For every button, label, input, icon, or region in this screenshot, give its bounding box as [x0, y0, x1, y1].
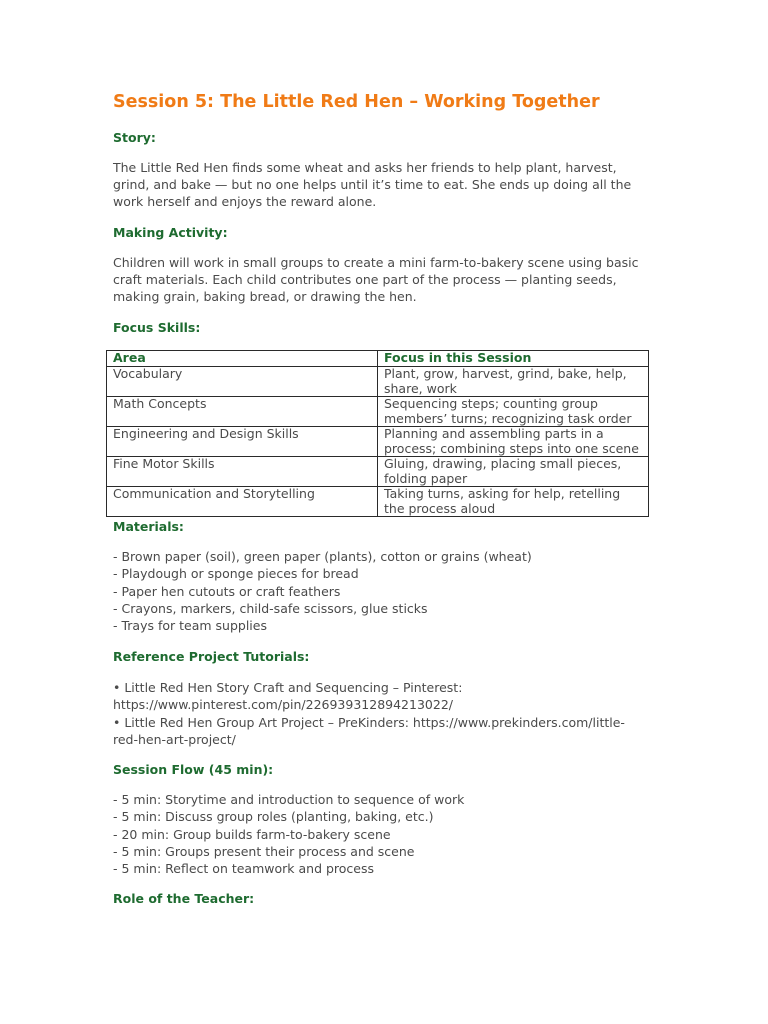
list-item: - Paper hen cutouts or craft feathers: [113, 583, 341, 599]
tutorial-link[interactable]: https://www.pinterest.com/pin/226939312894213022/: [113, 697, 453, 713]
table-cell-area: Communication and Storytelling: [107, 487, 378, 517]
list-item: - Playdough or sponge pieces for bread: [113, 566, 359, 582]
table-cell-area: Fine Motor Skills: [107, 457, 378, 487]
column-header-area: Area: [107, 351, 378, 367]
story-heading: Story:: [113, 130, 156, 145]
table-cell-area: Math Concepts: [107, 397, 378, 427]
materials-heading: Materials:: [113, 519, 184, 534]
table-header-row: [107, 351, 649, 367]
tutorial-link[interactable]: red-hen-art-project/: [113, 731, 236, 747]
tutorials-list: [113, 679, 653, 748]
table-cell-area: Vocabulary: [107, 367, 378, 397]
list-item: - Brown paper (soil), green paper (plants), cotton or grains (wheat): [113, 549, 532, 564]
list-item: - 20 min: Group builds farm-to-bakery scene: [113, 826, 391, 842]
table-cell-focus: Gluing, drawing, placing small pieces, folding paper: [378, 457, 649, 487]
list-item: - 5 min: Storytime and introduction to sequence of work: [113, 792, 465, 807]
list-item: - 5 min: Reflect on teamwork and process: [113, 861, 375, 877]
table-cell-focus: Plant, grow, harvest, grind, bake, help, share, work: [378, 367, 649, 397]
list-item: - Trays for team supplies: [113, 618, 267, 634]
making-activity-heading: Making Activity:: [113, 225, 228, 240]
table-row: [107, 397, 649, 427]
session-flow-heading: Session Flow (45 min):: [113, 762, 274, 777]
table-cell-focus: Taking turns, asking for help, retelling the process aloud: [378, 487, 649, 517]
list-item: - Crayons, markers, child-safe scissors, glue sticks: [113, 600, 428, 616]
table-row: [107, 487, 649, 517]
tutorials-heading: Reference Project Tutorials:: [113, 649, 310, 664]
table-row: [107, 427, 649, 457]
table-cell-focus: Sequencing steps; counting group members’ turns; recognizing task order: [378, 397, 649, 427]
tutorial-line: • Little Red Hen Story Craft and Sequencing – Pinterest:: [113, 680, 463, 695]
session-flow-list: [113, 791, 653, 877]
making-activity-text: Children will work in small groups to create a mini farm-to-bakery scene using basic craft materials. Each child contributes one part of the process — planting seeds, making grain, baking bread, or drawing the hen.: [113, 255, 639, 305]
list-item: - 5 min: Groups present their process and scene: [113, 843, 415, 859]
list-item: - 5 min: Discuss group roles (planting, baking, etc.): [113, 809, 434, 825]
page-title: Session 5: The Little Red Hen – Working Together: [113, 92, 600, 112]
table-cell-area: Engineering and Design Skills: [107, 427, 378, 457]
column-header-focus: Focus in this Session: [378, 351, 649, 367]
table-row: [107, 457, 649, 487]
tutorial-line[interactable]: • Little Red Hen Group Art Project – PreKinders: https://www.prekinders.com/little-: [113, 714, 625, 730]
focus-skills-heading: Focus Skills:: [113, 320, 201, 335]
teacher-role-heading: Role of the Teacher:: [113, 891, 255, 906]
materials-list: [113, 548, 653, 634]
table-cell-focus: Planning and assembling parts in a process; combining steps into one scene: [378, 427, 649, 457]
focus-skills-table: [106, 350, 649, 517]
story-text: The Little Red Hen finds some wheat and asks her friends to help plant, harvest, grind, and bake — but no one helps until it’s time to eat. She ends up doing all the work herself and enjoys the reward alone.: [113, 160, 632, 210]
table-row: [107, 367, 649, 397]
